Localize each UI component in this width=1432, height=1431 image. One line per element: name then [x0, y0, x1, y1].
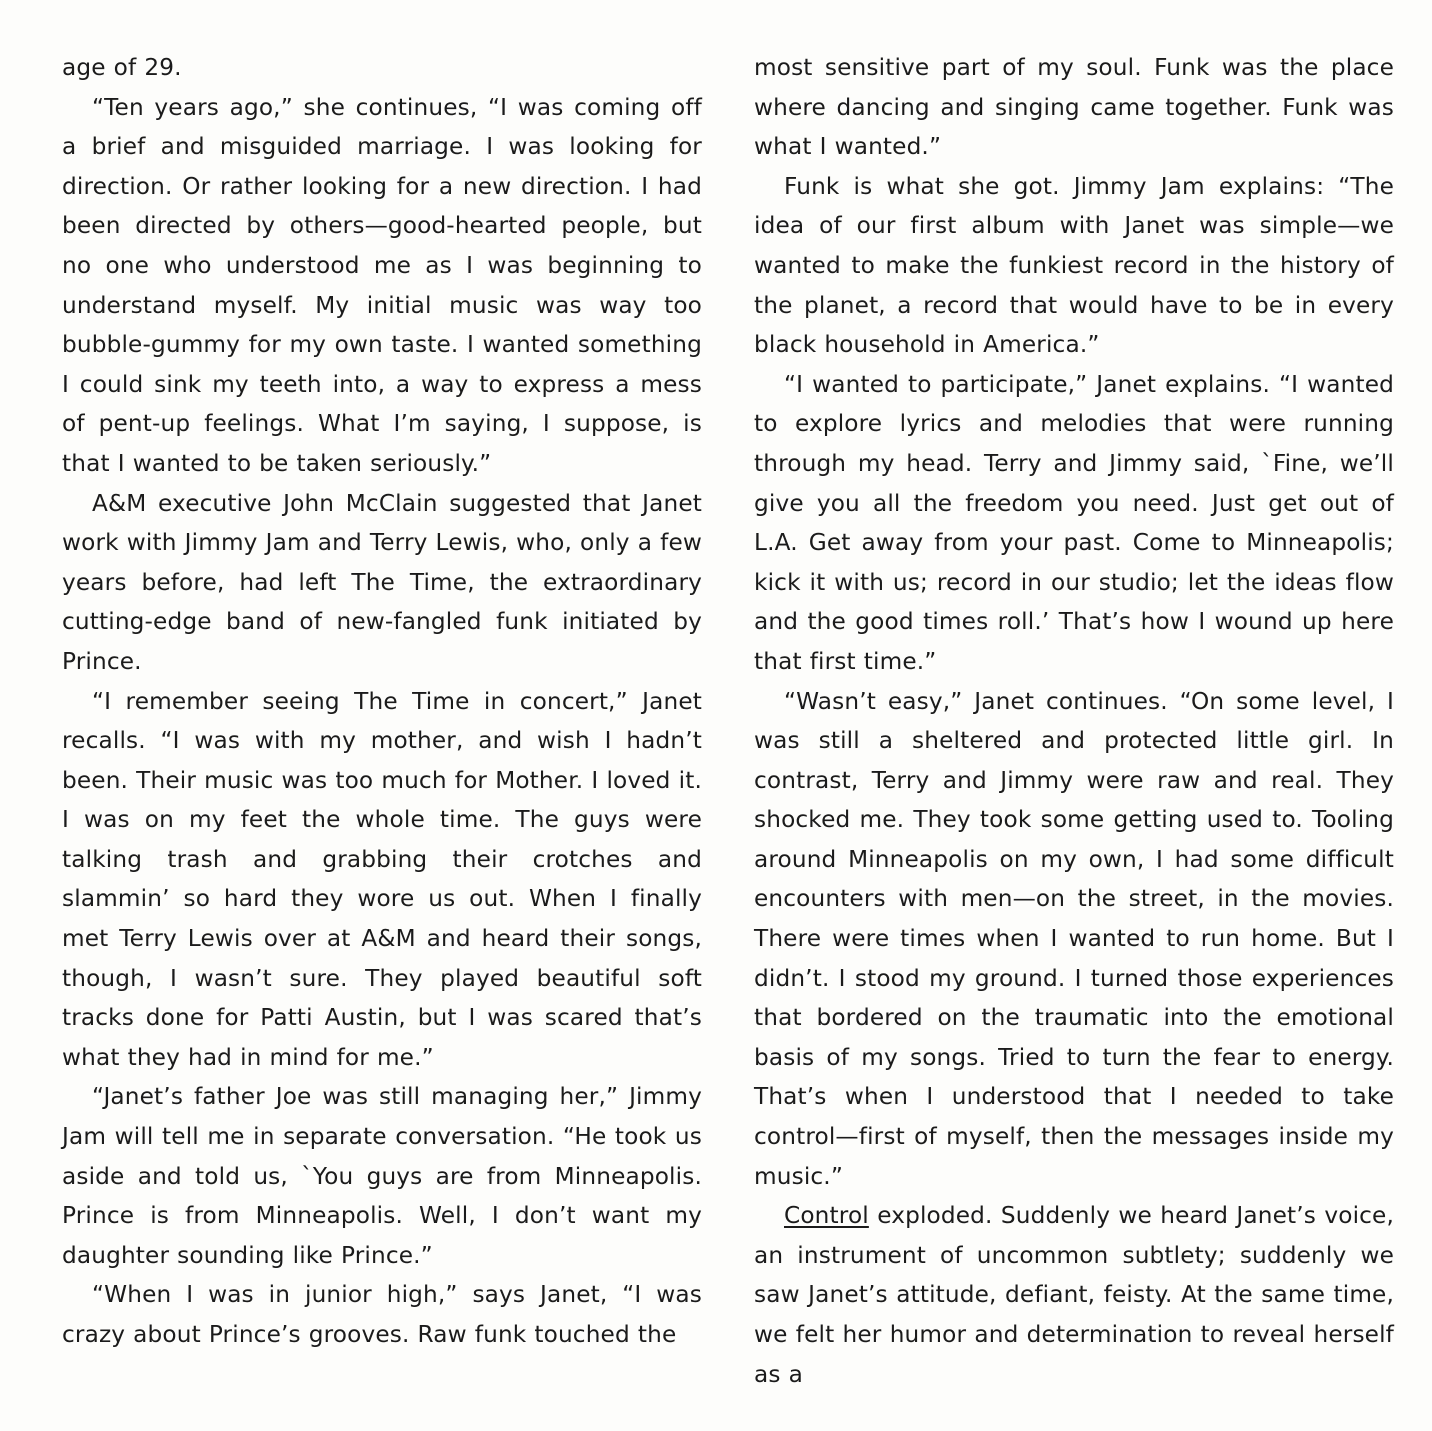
paragraph: age of 29.	[62, 54, 182, 81]
paragraph-with-album-title	[754, 1196, 1394, 1394]
left-column	[62, 48, 702, 1391]
paragraph: “I wanted to participate,” Janet explains. “I wanted to explore lyrics and melodies that were running through my head. Terry and Jimmy said, `Fine, we’ll give you all the freedom you need. Just get out of L.A. Get away from your past. Come to Minneapolis; kick it with us; record in our studio; let the ideas flow and the good times roll.’ That’s how I wound up here that first time.”	[754, 370, 1394, 675]
album-title: Control	[784, 1202, 869, 1230]
right-column	[754, 48, 1394, 1391]
paragraph: “Ten years ago,” she continues, “I was coming off a brief and misguided marriage. I was looking for direction. Or rather looking for a new direction. I had been directed by others—good-hearted people, but no one who understood me as I was beginning to understand myself. My initial music was way too bubble-gummy for my own taste. I wanted something I could sink my teeth into, a way to express a mess of pent-up feelings. What I’m saying, I suppose, is that I wanted to be taken seriously.”	[62, 93, 702, 477]
paragraph: “When I was in junior high,” says Janet, “I was crazy about Prince’s grooves. Raw funk touched the	[62, 1281, 702, 1348]
paragraph: “Wasn’t easy,” Janet continues. “On some level, I was still a sheltered and protected little girl. In contrast, Terry and Jimmy were raw and real. They shocked me. They took some getting used to. Tooling around Minneapolis on my own, I had some difficult encounters with men—on the street, in the movies. There were times when I wanted to run home. But I didn’t. I stood my ground. I turned those experiences that bordered on the traumatic into the emotional basis of my songs. Tried to turn the fear to energy. That’s when I understood that I needed to take control—first of myself, then the messages inside my music.”	[754, 687, 1394, 1190]
paragraph: “I remember seeing The Time in concert,” Janet recalls. “I was with my mother, and wish I hadn’t been. Their music was too much for Mother. I loved it. I was on my feet the whole time. The guys were talking trash and grabbing their crotches and slammin’ so hard they wore us out. When I finally met Terry Lewis over at A&M and heard their songs, though, I wasn’t sure. They played beautiful soft tracks done for Patti Austin, but I was scared that’s what they had in mind for me.”	[62, 687, 702, 1071]
paragraph: Funk is what she got. Jimmy Jam explains: “The idea of our first album with Janet was simple—we wanted to make the funkiest record in the history of the planet, a record that would have to be in every black household in America.”	[754, 172, 1394, 359]
paragraph: most sensitive part of my soul. Funk was the place where dancing and singing came together. Funk was what I wanted.”	[754, 54, 1394, 161]
two-column-layout	[62, 48, 1394, 1391]
paragraph: A&M executive John McClain suggested that Janet work with Jimmy Jam and Terry Lewis, who, only a few years before, had left The Time, the extraordinary cutting-edge band of new-fangled funk initiated by Prince.	[62, 489, 702, 675]
paragraph: “Janet’s father Joe was still managing her,” Jimmy Jam will tell me in separate conversation. “He took us aside and told us, `You guys are from Minneapolis. Prince is from Minneapolis. Well, I don’t want my daughter sounding like Prince.”	[62, 1083, 702, 1269]
paragraph-text: exploded. Suddenly we heard Janet’s voice, an instrument of uncommon subtlety; suddenly we saw Janet’s attitude, defiant, feisty. At the same time, we felt her humor and determination to reveal herself as a	[754, 1202, 1394, 1388]
